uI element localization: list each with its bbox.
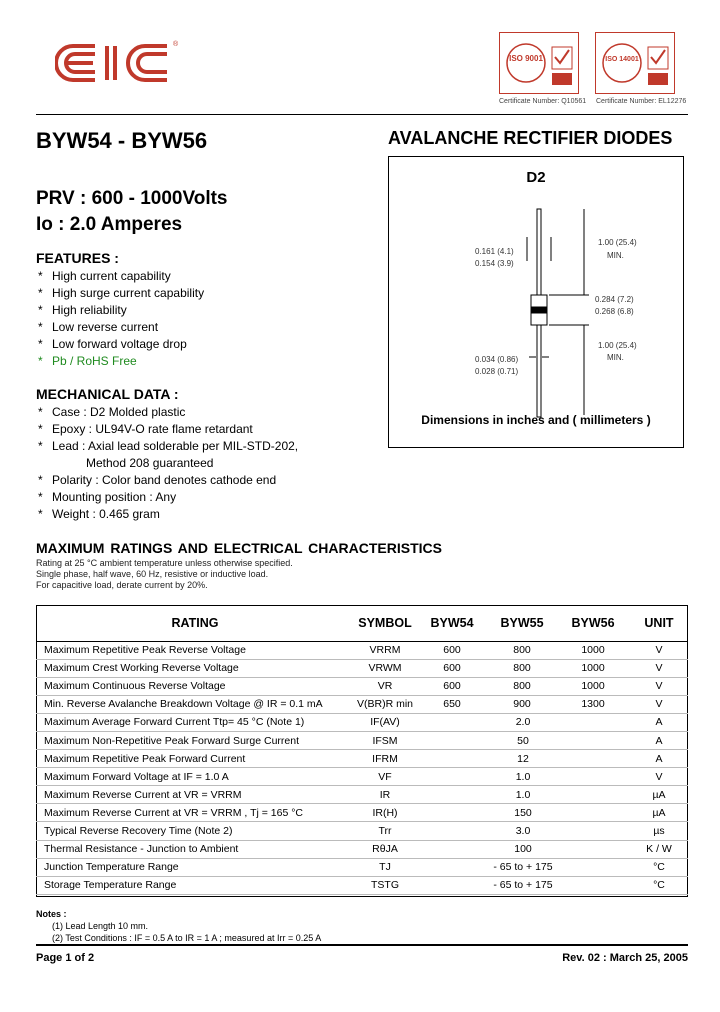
table-cell: Min. Reverse Avalanche Breakdown Voltage @ IR = 0.1 mA [36,695,354,713]
table-cell: VF [354,768,416,786]
table-cell: 50 [416,731,630,749]
table-cell: Maximum Crest Working Reverse Voltage [36,659,354,677]
table-cell: Maximum Repetitive Peak Forward Current [36,750,354,768]
table-cell: 1300 [556,695,630,713]
rohs-item: * Pb / RoHS Free [38,354,137,368]
col-rating: RATING [36,605,354,641]
col-symbol: SYMBOL [354,605,416,641]
table-cell: VRRM [354,641,416,659]
table-cell: 1000 [556,677,630,695]
table-cell: A [630,731,688,749]
table-row [36,768,688,786]
table-cell: VR [354,677,416,695]
header-rule [36,114,688,115]
list-item-cont: Method 208 guaranteed [86,456,214,470]
table-row [36,677,688,695]
table-cell: 800 [488,677,556,695]
dim-lead-top: 1.00 (25.4) [598,238,637,247]
table-cell: V [630,659,688,677]
iso14001-label: ISO 14001 [605,56,639,63]
table-row [36,750,688,768]
page-number: Page 1 of 2 [36,952,95,964]
iso9001-badge [499,32,579,94]
table-cell: VRWM [354,659,416,677]
dim-lead-bot: 1.00 (25.4) [598,341,637,350]
cert-number-1: Certificate Number: Q10561 [499,98,587,105]
table-row [36,713,688,731]
col-byw54: BYW54 [416,605,488,641]
revision: Rev. 02 : March 25, 2005 [562,952,688,964]
max-ratings-title: MAXIMUM RATINGS AND ELECTRICAL CHARACTERISTICS [36,540,442,556]
cert-number-2: Certificate Number: EL12276 [596,98,687,105]
package-drawing [388,156,684,448]
table-cell: µs [630,822,688,840]
notes-title: Notes : [36,909,67,919]
dim-min-top: MIN. [607,251,624,260]
table-cell: V [630,677,688,695]
table-cell: IFRM [354,750,416,768]
table-row [36,641,688,659]
mech-title: MECHANICAL DATA : [36,386,179,402]
ratings-notes: Rating at 25 °C ambient temperature unless otherwise specified. Single phase, half wave, 60 Hz, resistive or inductive load. For capacitive load, derate current by 20%. [36,558,293,590]
dim-min-bot: MIN. [607,353,624,362]
note-1: (1) Lead Length 10 mm. [52,921,149,931]
ratings-table [36,605,688,895]
table-cell: 800 [488,641,556,659]
table-cell: 2.0 [416,713,630,731]
table-cell: Maximum Continuous Reverse Voltage [36,677,354,695]
table-row [36,731,688,749]
table-cell: 100 [416,840,630,858]
table-cell: IF(AV) [354,713,416,731]
table-row [36,695,688,713]
table-cell: Trr [354,822,416,840]
table-row [36,822,688,840]
table-cell: 12 [416,750,630,768]
list-item: * High surge current capability [38,286,205,300]
list-item: * Weight : 0.465 gram [38,507,160,521]
table-cell: - 65 to + 175 [416,876,630,894]
table-cell: IR [354,786,416,804]
table-cell: TSTG [354,876,416,894]
table-cell: 1.0 [416,786,630,804]
table-cell: 800 [488,659,556,677]
table-row [36,858,688,876]
table-cell: Maximum Non-Repetitive Peak Forward Surge Current [36,731,354,749]
dimensions-caption: Dimensions in inches and ( millimeters ) [421,413,651,427]
table-cell: 3.0 [416,822,630,840]
dim-lead-dia-b: 0.028 (0.71) [475,367,519,376]
table-row [36,840,688,858]
table-cell: K / W [630,840,688,858]
table-cell: 1000 [556,659,630,677]
table-row [36,786,688,804]
table-cell: 600 [416,641,488,659]
table-cell: IR(H) [354,804,416,822]
table-cell: 600 [416,677,488,695]
table-cell: Typical Reverse Recovery Time (Note 2) [36,822,354,840]
table-cell: Maximum Forward Voltage at IF = 1.0 A [36,768,354,786]
list-item: * Epoxy : UL94V-O rate flame retardant [38,422,253,436]
table-cell: V [630,768,688,786]
table-cell: - 65 to + 175 [416,858,630,876]
table-cell: Thermal Resistance - Junction to Ambient [36,840,354,858]
table-cell: RθJA [354,840,416,858]
dim-body-dia-b: 0.154 (3.9) [475,259,514,268]
list-item: * Lead : Axial lead solderable per MIL-STD-202, [38,439,299,453]
list-item: * Polarity : Color band denotes cathode end [38,473,277,487]
features-list [38,268,204,370]
dim-body-len-b: 0.268 (6.8) [595,307,634,316]
table-cell: V(BR)R min [354,695,416,713]
table-cell: Maximum Reverse Current at VR = VRRM , Tj = 165 °C [36,804,354,822]
table-row [36,659,688,677]
table-cell: 150 [416,804,630,822]
table-cell: Junction Temperature Range [36,858,354,876]
table-cell: IFSM [354,731,416,749]
col-unit: UNIT [630,605,688,641]
table-row [36,804,688,822]
table-cell: A [630,713,688,731]
table-cell: µA [630,804,688,822]
diode-outline [389,157,685,449]
table-cell: 600 [416,659,488,677]
svg-text:®: ® [173,41,179,48]
footer-rule [36,944,688,946]
dim-body-len-a: 0.284 (7.2) [595,295,634,304]
category-title: AVALANCHE RECTIFIER DIODES [388,128,673,148]
table-cell: °C [630,858,688,876]
features-title: FEATURES : [36,250,119,266]
io-text: Io : 2.0 Amperes [36,214,183,235]
list-item: * Case : D2 Molded plastic [38,405,186,419]
table-row [36,876,688,894]
mech-list [38,404,298,523]
eic-logo [55,38,185,88]
prv-text: PRV : 600 - 1000Volts [36,188,228,209]
table-cell: Maximum Repetitive Peak Reverse Voltage [36,641,354,659]
table-cell: Storage Temperature Range [36,876,354,894]
table-cell: Maximum Reverse Current at VR = VRRM [36,786,354,804]
iso14001-badge [595,32,675,94]
list-item: * Low reverse current [38,320,159,334]
list-item: * Mounting position : Any [38,490,177,504]
table-cell: 650 [416,695,488,713]
table-cell: A [630,750,688,768]
dim-lead-dia-a: 0.034 (0.86) [475,355,519,364]
col-byw55: BYW55 [488,605,556,641]
table-cell: V [630,641,688,659]
dim-body-dia-a: 0.161 (4.1) [475,247,514,256]
list-item: * High reliability [38,303,127,317]
table-cell: 1.0 [416,768,630,786]
table-cell: V [630,695,688,713]
list-item: * High current capability [38,269,171,283]
table-cell: µA [630,786,688,804]
col-byw56: BYW56 [556,605,630,641]
table-cell: Maximum Average Forward Current Ttp= 45 °C (Note 1) [36,713,354,731]
table-body [36,641,688,894]
note-2: (2) Test Conditions : IF = 0.5 A to IR = 1 A ; measured at Irr = 0.25 A [52,933,322,943]
iso9001-label: ISO 9001 [509,54,543,63]
ratings-summary [36,186,228,238]
table-cell: 900 [488,695,556,713]
list-item: * Low forward voltage drop [38,337,187,351]
table-cell: 1000 [556,641,630,659]
table-cell: TJ [354,858,416,876]
table-cell: °C [630,876,688,894]
notes [36,908,321,944]
package-label: D2 [526,169,546,186]
part-number: BYW54 - BYW56 [36,128,208,153]
